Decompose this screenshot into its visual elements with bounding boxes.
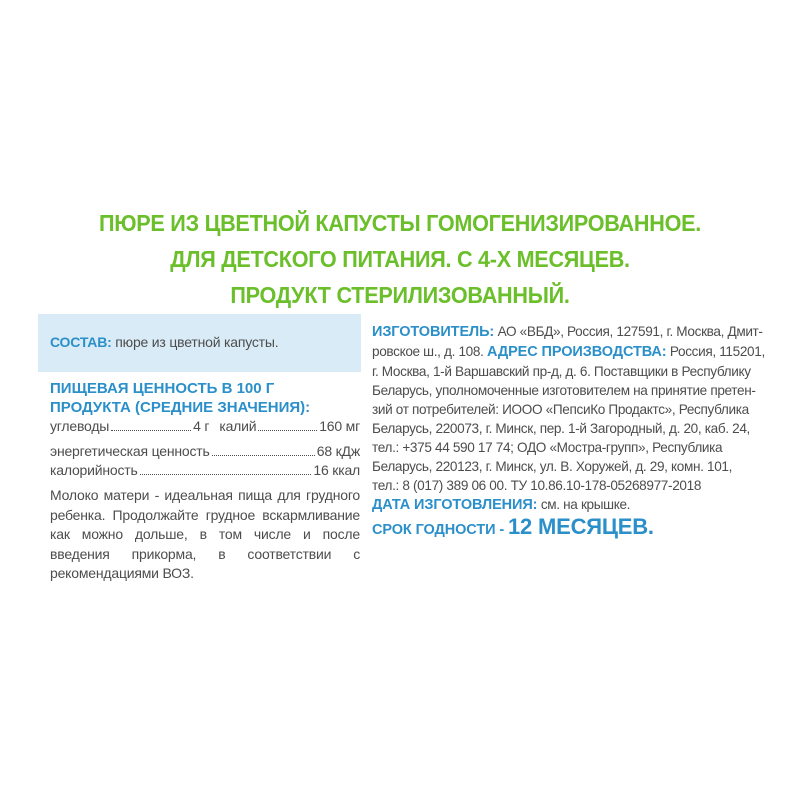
title-line-3: ПРОДУКТ СТЕРИЛИЗОВАННЫЙ. (230, 282, 570, 308)
shelf-life-value: 12 МЕСЯЦЕВ. (507, 514, 654, 539)
manufacturer-section (372, 322, 770, 540)
nutrition-row-energy (50, 442, 360, 461)
production-date-label: ДАТА ИЗГОТОВЛЕНИЯ: (372, 497, 538, 513)
shelf-life-label: СРОК ГОДНОСТИ - (372, 522, 508, 538)
nutrition-row-calories (50, 461, 360, 480)
manufacturer-line-10: тел.: 8 (017) 389 06 00. ТУ 10.86.10-178-05268977-2018 (372, 478, 702, 493)
composition-text: пюре из цветной капусты. (111, 334, 279, 350)
product-title (32, 205, 768, 313)
manufacturer-text-3: Россия, 115201, (666, 344, 765, 359)
manufacturer-line-4: г. Москва, 1-й Варшавский пр-д, д. 6. Поставщики в Республику (372, 364, 751, 379)
nutrition-heading-1: ПИЩЕВАЯ ЦЕННОСТЬ В 100 Г (50, 380, 275, 397)
dot-leader (212, 455, 315, 456)
manufacturer-line-8: тел.: +375 44 590 17 74; ОДО «Мостра-групп», Республика (372, 440, 723, 455)
composition-label: СОСТАВ: (50, 334, 112, 350)
manufacturer-line-7: Беларусь, 220073, г. Минск, пер. 1-й Загородный, д. 20, каб. 24, (372, 421, 750, 436)
energy-label: энергетическая ценность (50, 443, 210, 459)
carbs-value: 4 г (193, 418, 210, 434)
potassium-label: калий (219, 418, 257, 434)
production-date-text: см. на крышке. (537, 497, 631, 512)
title-line-1: ПЮРЕ ИЗ ЦВЕТНОЙ КАПУСТЫ ГОМОГЕНИЗИРОВАННОЕ. (99, 210, 701, 236)
manufacturer-label: ИЗГОТОВИТЕЛЬ: (372, 324, 495, 340)
breastfeeding-note: Молоко матери - идеальная пища для грудного ребенка. Продолжайте грудное вскармливание как можно дольше, в том числе и после введения прикорма, в соответствии с рекомендациями ВОЗ. (50, 487, 360, 581)
composition (50, 334, 278, 350)
potassium-value: 160 мг (319, 418, 360, 434)
calories-value: 16 ккал (313, 462, 360, 478)
shelf-life (372, 514, 770, 540)
carbs-label: углеводы (50, 418, 110, 434)
manufacturer-text-1: АО «ВБД», Россия, 127591, г. Москва, Дмит- (494, 324, 763, 339)
dot-leader (140, 474, 312, 475)
nutrition-row-carbs-potassium (50, 417, 360, 436)
dot-leader (258, 430, 317, 431)
nutrition-heading-2: ПРОДУКТА (СРЕДНИЕ ЗНАЧЕНИЯ): (50, 399, 311, 416)
dot-leader (111, 430, 191, 431)
energy-value: 68 кДж (316, 443, 360, 459)
manufacturer-text-2: ровское ш., д. 108. (372, 344, 487, 359)
manufacturer-line-6: зий от потребителей: ИООО «ПепсиКо Продактс», Республика (372, 402, 749, 417)
title-line-2: ДЛЯ ДЕТСКОГО ПИТАНИЯ. С 4-Х МЕСЯЦЕВ. (170, 246, 630, 272)
calories-label: калорийность (50, 462, 138, 478)
production-date (372, 495, 770, 515)
manufacturer-line-5: Беларусь, уполномоченные изготовителем на принятие претен- (372, 383, 756, 398)
nutrition-section (50, 379, 360, 584)
production-address-label: АДРЕС ПРОИЗВОДСТВА: (486, 344, 667, 360)
manufacturer-line-9: Беларусь, 220123, г. Минск, ул. В. Хоружей, д. 29, комн. 101, (372, 459, 733, 474)
